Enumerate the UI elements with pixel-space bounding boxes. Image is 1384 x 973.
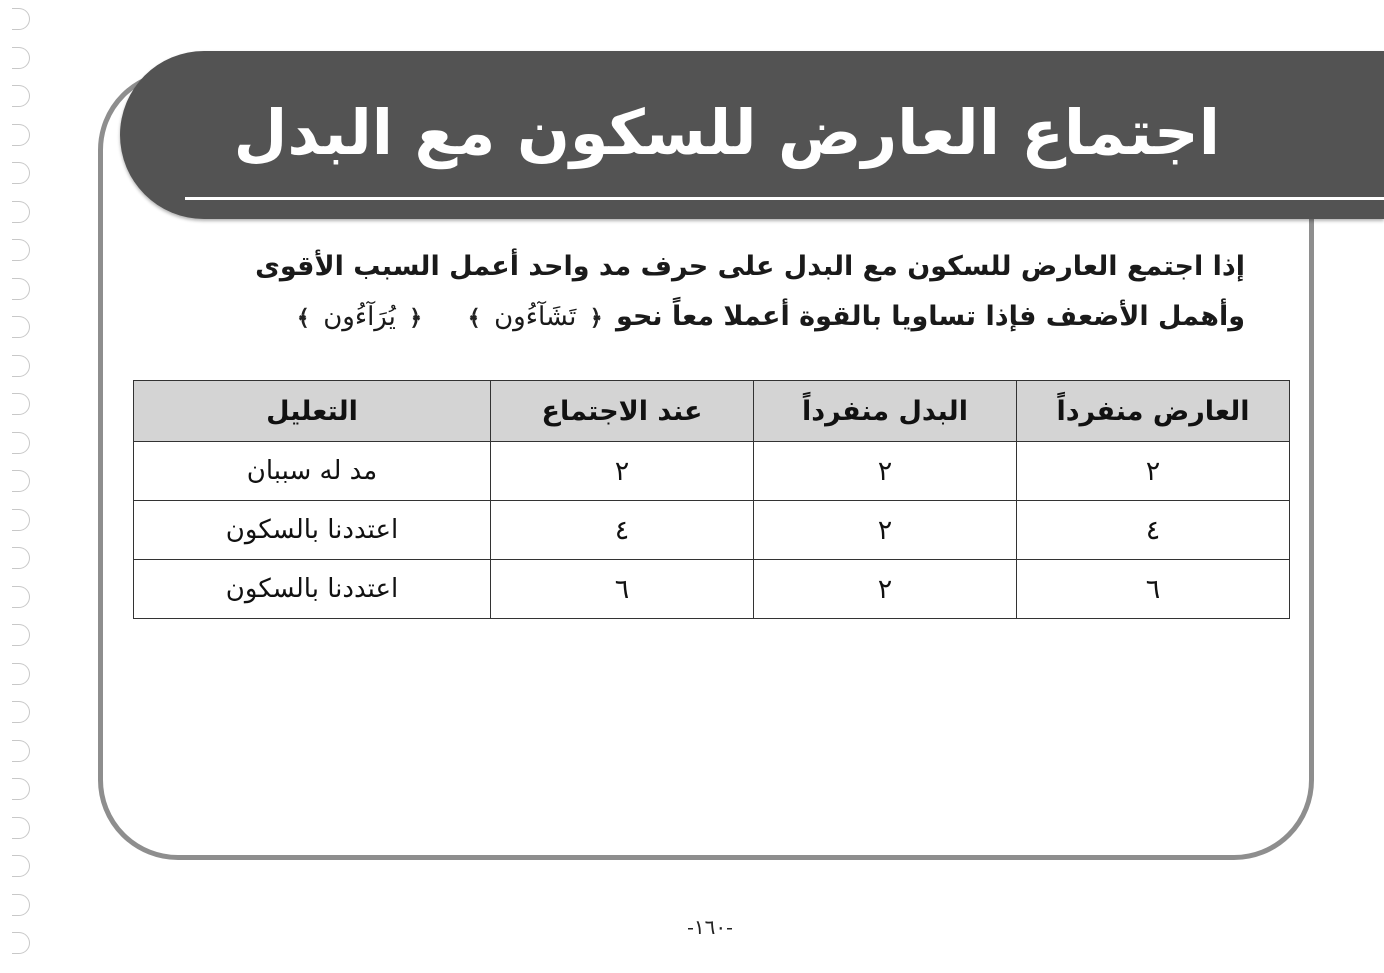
ornament-open-icon: ﴿ [409,306,423,331]
table-header-row [134,381,1290,442]
spiral-hole [12,47,30,69]
spiral-hole [12,547,30,569]
table-cell: اعتددنا بالسكون [134,501,491,560]
spiral-hole [12,894,30,916]
table-cell: ٢ [1017,442,1290,501]
page-number: -١٦٠- [687,915,733,939]
spiral-hole [12,316,30,338]
spiral-hole [12,201,30,223]
spiral-hole [12,701,30,723]
table-cell: ٢ [754,560,1017,619]
spiral-hole [12,778,30,800]
spiral-hole [12,855,30,877]
spiral-hole [12,586,30,608]
table-cell: اعتددنا بالسكون [134,560,491,619]
spiral-hole [12,85,30,107]
spiral-hole [12,124,30,146]
intro-paragraph [210,242,1245,344]
spiral-hole [12,432,30,454]
intro-line-1: إذا اجتمع العارض للسكون مع البدل على حرف مد واحد أعمل السبب الأقوى [255,251,1245,282]
table-row [134,442,1290,501]
ornament-close-icon: ﴾ [296,306,310,331]
intro-line-2-text: وأهمل الأضعف فإذا تساويا بالقوة أعملا معاً نحو [616,301,1245,332]
intro-line-2 [210,292,1245,344]
spiral-hole [12,663,30,685]
spiral-hole [12,624,30,646]
spiral-hole [12,740,30,762]
example-word-2: يُرَآءُون [323,302,396,332]
spiral-hole [12,355,30,377]
header-cell: التعليل [134,381,491,442]
header-cell: العارض منفرداً [1017,381,1290,442]
table-cell: ٤ [1017,501,1290,560]
table-cell: ٤ [491,501,754,560]
spiral-hole [12,239,30,261]
spiral-hole [12,817,30,839]
table-cell: ٦ [1017,560,1290,619]
spiral-binding [0,0,40,973]
spiral-hole [12,393,30,415]
table-row [134,501,1290,560]
table-cell: ٢ [754,501,1017,560]
spiral-hole [12,509,30,531]
header-cell: البدل منفرداً [754,381,1017,442]
table-cell: ٦ [491,560,754,619]
ornament-open-icon: ﴿ [589,306,603,331]
spiral-hole [12,162,30,184]
page-title: اجتماع العارض للسكون مع البدل [233,96,1220,169]
comparison-table [133,380,1290,619]
ornament-close-icon: ﴾ [467,306,481,331]
spiral-hole [12,932,30,954]
table-cell: ٢ [754,442,1017,501]
title-underline [185,197,1384,200]
spiral-hole [12,470,30,492]
table-row [134,560,1290,619]
example-word-1: تَشَآءُون [494,302,577,332]
spiral-hole [12,8,30,30]
header-cell: عند الاجتماع [491,381,754,442]
table-cell: مد له سببان [134,442,491,501]
table-cell: ٢ [491,442,754,501]
spiral-hole [12,278,30,300]
